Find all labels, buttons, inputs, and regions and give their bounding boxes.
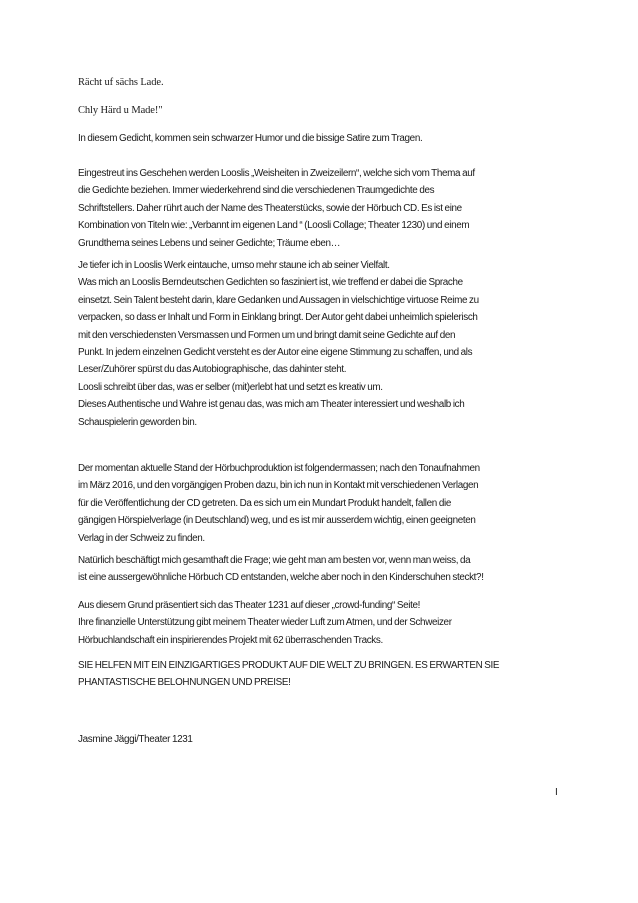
heading-line-1: Rächt uf sächs Lade. bbox=[78, 77, 164, 88]
paragraph-weisheiten bbox=[78, 165, 568, 252]
paragraph-intro bbox=[78, 130, 568, 147]
text-line: Eingestreut ins Geschehen werden Looslis „Weisheiten in Zweizeilern“, welche sich vom Thema auf bbox=[78, 168, 475, 179]
text-line: einsetzt. Sein Talent besteht darin, klare Gedanken und Aussagen in vielschichtige virtuose Reime zu bbox=[78, 294, 479, 306]
text-line: Grundthema seines Lebens und seiner Gedichte; Träume eben… bbox=[78, 237, 341, 249]
text-line: mit den verschiedensten Versmassen und Formen um und bringt damit seine Gedichte auf den bbox=[78, 329, 456, 341]
heading-line-2: Chly Härd u Made!" bbox=[78, 105, 163, 116]
text-line: Je tiefer ich in Looslis Werk eintauche, umso mehr staune ich ab seiner Vielfalt. bbox=[78, 260, 390, 271]
text-line: Punkt. In jedem einzelnen Gedicht versteht es der Autor eine eigene Stimmung zu schaffen, und als bbox=[78, 347, 473, 359]
text-line: Schriftstellers. Daher rührt auch der Name des Theaterstücks, sowie der Hörbuch CD. Es ist eine bbox=[78, 202, 462, 214]
text-line: Loosli schreibt über das, was er selber (mit)erlebt hat und setzt es kreativ um. bbox=[78, 381, 383, 393]
text-line: Kombination von Titeln wie: „Verbannt im eigenen Land “ (Loosli Collage; Theater 1230) und einem bbox=[78, 220, 470, 232]
paragraph-crowdfunding bbox=[78, 597, 568, 649]
text-line: Leser/Zuhörer spürst du das Autobiographische, das dahinter steht. bbox=[78, 364, 347, 376]
text-line: Natürlich beschäftigt mich gesamthaft die Frage; wie geht man am besten vor, wenn man weiss, da bbox=[78, 555, 471, 566]
paragraph-call-to-action bbox=[78, 657, 568, 692]
text-line: Verlag in der Schweiz zu finden. bbox=[78, 532, 205, 544]
text-line: Ihre finanzielle Unterstützung gibt meinem Theater wieder Luft zum Atmen, und der Schweizer bbox=[78, 617, 452, 629]
text-line: Was mich an Looslis Berndeutschen Gedichten so fasziniert ist, wie treffend er dabei die Sprache bbox=[78, 277, 463, 289]
page-number: I bbox=[555, 787, 558, 798]
signature bbox=[78, 731, 568, 748]
text-line: verpacken, so dass er Inhalt und Form in Einklang bringt. Der Autor geht dabei unheimlich spielerisch bbox=[78, 312, 478, 324]
text-line: gängigen Hörspielverlage (in Deutschland) weg, und es ist mir ausserdem wichtig, einen geeigneten bbox=[78, 515, 476, 527]
text-line: ist eine aussergewöhnliche Hörbuch CD entstanden, welche aber noch in den Kinderschuhen steckt?! bbox=[78, 572, 484, 584]
signature-line: Jasmine Jäggi/Theater 1231 bbox=[78, 734, 193, 745]
text-line: Der momentan aktuelle Stand der Hörbuchproduktion ist folgendermassen; nach den Tonaufnahmen bbox=[78, 463, 480, 474]
text-line: In diesem Gedicht, kommen sein schwarzer Humor und die bissige Satire zum Tragen. bbox=[78, 133, 423, 144]
text-line: die Gedichte beziehen. Immer wiederkehrend sind die verschiedenen Traumgedichte des bbox=[78, 185, 435, 197]
paragraph-hoerbuchproduktion bbox=[78, 460, 568, 547]
text-line: SIE HELFEN MIT EIN EINZIGARTIGES PRODUKT AUF DIE WELT ZU BRINGEN. ES ERWARTEN SIE bbox=[78, 660, 500, 671]
text-line: für die Veröffentlichung der CD getreten. Da es sich um ein Mundart Produkt handelt, fallen die bbox=[78, 497, 451, 509]
text-line: Aus diesem Grund präsentiert sich das Theater 1231 auf dieser „crowd-funding“ Seite! bbox=[78, 600, 421, 611]
paragraph-vielfalt bbox=[78, 257, 568, 431]
paragraph-frage bbox=[78, 552, 568, 587]
text-line: Hörbuchlandschaft ein inspirierendes Projekt mit 62 überraschenden Tracks. bbox=[78, 634, 383, 646]
text-line: Dieses Authentische und Wahre ist genau das, was mich am Theater interessiert und weshalb ich bbox=[78, 399, 465, 411]
text-line: im März 2016, und den vorgängigen Proben dazu, bin ich nun in Kontakt mit verschiedenen Verlagen bbox=[78, 480, 479, 492]
text-line: Schauspielerin geworden bin. bbox=[78, 416, 197, 428]
text-line: PHANTASTISCHE BELOHNUNGEN UND PREISE! bbox=[78, 677, 291, 689]
